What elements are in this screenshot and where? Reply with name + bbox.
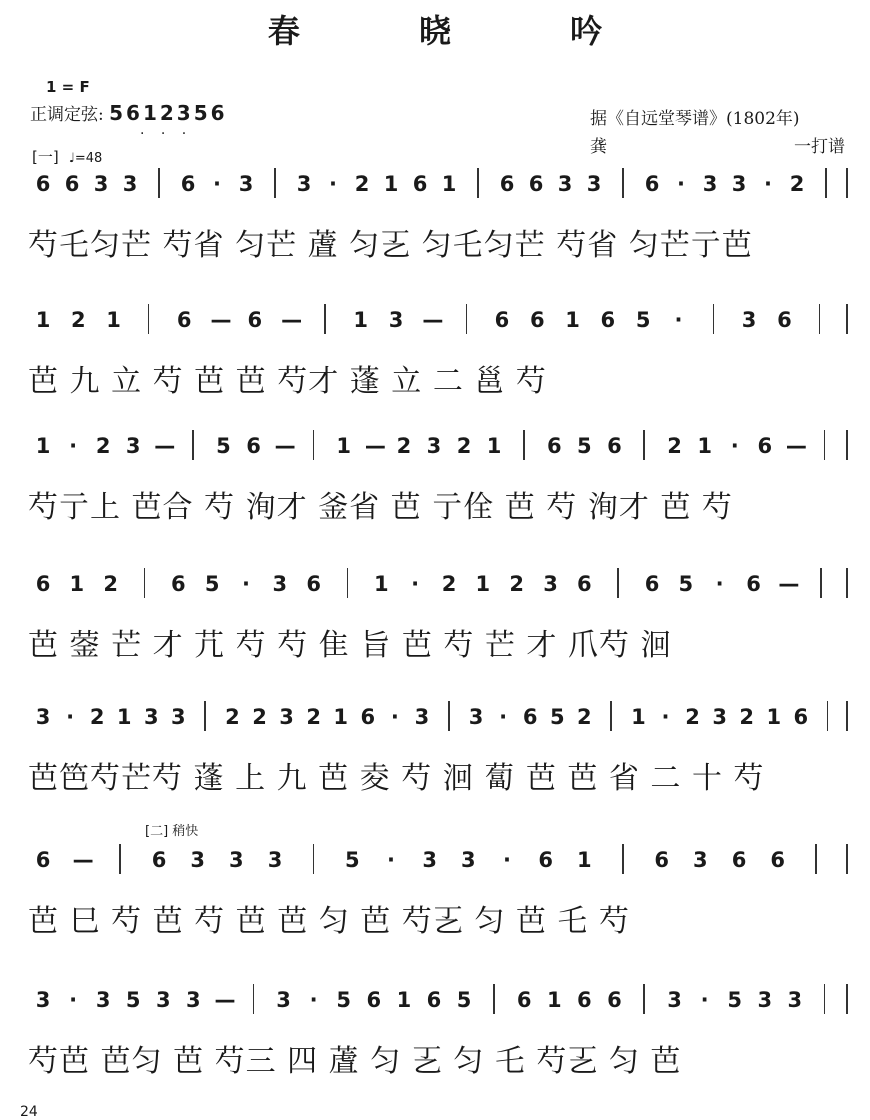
note: 3 bbox=[143, 705, 159, 729]
tuning-label: 正调定弦: bbox=[30, 105, 104, 125]
note: 3 bbox=[296, 172, 312, 196]
note: 3 bbox=[468, 705, 484, 729]
bar-line bbox=[622, 168, 624, 198]
note: · bbox=[387, 848, 395, 872]
note: · bbox=[69, 434, 78, 458]
note: 1 bbox=[69, 572, 85, 596]
note: 6 bbox=[777, 308, 792, 332]
bar-line bbox=[846, 568, 848, 598]
note: · bbox=[503, 848, 511, 872]
note: 2 bbox=[685, 705, 700, 729]
note: 6 bbox=[516, 988, 532, 1012]
note: 5 bbox=[125, 988, 141, 1012]
note: 6 bbox=[793, 705, 809, 729]
note: 2 bbox=[789, 172, 805, 196]
note: 3 bbox=[414, 705, 430, 729]
note: · bbox=[674, 308, 683, 332]
note: 3 bbox=[93, 172, 109, 196]
note: — bbox=[778, 572, 800, 596]
note: 6 bbox=[538, 848, 553, 872]
note: 6 bbox=[644, 572, 660, 596]
note: 1 bbox=[766, 705, 782, 729]
note: 3 bbox=[461, 848, 476, 872]
note: 6 bbox=[654, 848, 669, 872]
note: 1 bbox=[475, 572, 491, 596]
bar-line bbox=[324, 304, 326, 334]
notation-row bbox=[0, 434, 870, 474]
bar-line bbox=[846, 304, 848, 334]
note: 3 bbox=[95, 988, 111, 1012]
note: — bbox=[154, 434, 176, 458]
bar-line bbox=[827, 701, 829, 731]
note: · bbox=[730, 434, 739, 458]
note: — bbox=[422, 308, 444, 332]
note: 2 bbox=[225, 705, 240, 729]
note: 2 bbox=[441, 572, 457, 596]
note: · bbox=[677, 172, 685, 196]
note: · bbox=[309, 988, 318, 1012]
note: 2 bbox=[306, 705, 321, 729]
bar-line bbox=[523, 430, 525, 460]
note: 5 bbox=[336, 988, 352, 1012]
arranger-name: 龚 bbox=[590, 137, 607, 157]
tuning-dots: · · · bbox=[140, 126, 193, 142]
note: 3 bbox=[388, 308, 404, 332]
note: 2 bbox=[89, 705, 105, 729]
note: 3 bbox=[426, 434, 442, 458]
bar-line bbox=[610, 701, 612, 731]
jianzipu-tablature: 芭笆芍芒芍 蓬 上 九 芭 夌 芍 洄 蔔 芭 芭 省 二 十 芍 bbox=[28, 761, 765, 796]
note: 6 bbox=[528, 172, 544, 196]
bar-line bbox=[617, 568, 619, 598]
bar-line bbox=[846, 984, 848, 1014]
bar-line bbox=[846, 844, 848, 874]
note: 5 bbox=[678, 572, 694, 596]
jianzipu-tablature: 芭 蓥 芒 才 芁 芍 芍 隹 旨 芭 芍 芒 才 爪芍 洄 bbox=[28, 628, 672, 663]
bar-line bbox=[713, 304, 715, 334]
note: · bbox=[764, 172, 772, 196]
note: · bbox=[66, 705, 75, 729]
bar-line bbox=[192, 430, 194, 460]
note: 3 bbox=[557, 172, 573, 196]
bar-line bbox=[253, 984, 255, 1014]
note: 6 bbox=[171, 572, 186, 596]
note: 6 bbox=[522, 705, 538, 729]
note: 3 bbox=[731, 172, 747, 196]
note: — bbox=[281, 308, 303, 332]
note: 5 bbox=[345, 848, 360, 872]
note: 3 bbox=[186, 988, 201, 1012]
note: · bbox=[715, 572, 724, 596]
bar-line bbox=[824, 430, 826, 460]
note: 3 bbox=[712, 705, 727, 729]
bar-line bbox=[313, 430, 315, 460]
note: 6 bbox=[151, 848, 167, 872]
source-citation: 据《自远堂琴谱》(1802年) bbox=[590, 109, 800, 129]
note: 6 bbox=[180, 172, 196, 196]
bar-line bbox=[643, 984, 645, 1014]
note: · bbox=[242, 572, 250, 596]
note: 1 bbox=[116, 705, 132, 729]
note: 6 bbox=[35, 172, 51, 196]
note: 3 bbox=[267, 848, 283, 872]
note: — bbox=[364, 434, 386, 458]
section-1-marker bbox=[32, 146, 102, 167]
bar-line bbox=[204, 701, 206, 731]
note: 6 bbox=[360, 705, 376, 729]
note: 1 bbox=[396, 988, 412, 1012]
note: 6 bbox=[577, 988, 592, 1012]
note: — bbox=[274, 434, 296, 458]
note: 3 bbox=[190, 848, 205, 872]
section-2-marker: [二] 稍快 bbox=[145, 824, 199, 839]
note: 1 bbox=[336, 434, 352, 458]
note: 2 bbox=[70, 308, 86, 332]
note: 6 bbox=[600, 308, 616, 332]
note: 5 bbox=[216, 434, 231, 458]
note: 3 bbox=[35, 705, 51, 729]
bar-line bbox=[274, 168, 276, 198]
notation-row bbox=[0, 172, 870, 212]
note: 6 bbox=[176, 308, 192, 332]
notation-row bbox=[0, 705, 870, 745]
note: 3 bbox=[238, 172, 254, 196]
note: 2 bbox=[95, 434, 111, 458]
bar-line bbox=[477, 168, 479, 198]
note: 5 bbox=[456, 988, 472, 1012]
note: 3 bbox=[757, 988, 773, 1012]
tempo-mark: ♩=48 bbox=[68, 151, 103, 166]
note: 3 bbox=[422, 848, 437, 872]
key-signature: 1 = F bbox=[46, 78, 90, 96]
bar-line bbox=[815, 844, 817, 874]
note: 6 bbox=[306, 572, 321, 596]
arranger-role: 一打谱 bbox=[794, 137, 845, 157]
note: 1 bbox=[486, 434, 502, 458]
note: 3 bbox=[125, 434, 141, 458]
note: 1 bbox=[353, 308, 369, 332]
bar-line bbox=[448, 701, 450, 731]
note: 6 bbox=[499, 172, 515, 196]
tuning-notes: 5612356 bbox=[109, 101, 228, 125]
page-number: 24 bbox=[20, 1104, 38, 1120]
note: 3 bbox=[693, 848, 708, 872]
bar-line bbox=[148, 304, 150, 334]
note: 3 bbox=[543, 572, 558, 596]
note: 6 bbox=[757, 434, 773, 458]
bar-line bbox=[643, 430, 645, 460]
note: 5 bbox=[577, 434, 592, 458]
note: 2 bbox=[396, 434, 412, 458]
bar-line bbox=[846, 430, 848, 460]
note: 6 bbox=[546, 434, 562, 458]
page-title: 春 晓 吟 bbox=[267, 12, 657, 50]
bar-line bbox=[466, 304, 468, 334]
note: 1 bbox=[546, 988, 562, 1012]
jianzipu-tablature: 芍乇匀芒 芍省 匀芒 蔖 匀㐉 匀乇匀芒 芍省 匀芒亍芭 bbox=[28, 228, 753, 263]
jianzipu-tablature: 芍芭 芭匀 芭 芍三 四 蔖 匀 㐉 匀 乇 芍㐉 匀 芭 bbox=[28, 1044, 682, 1079]
note: 3 bbox=[702, 172, 718, 196]
note: 6 bbox=[644, 172, 660, 196]
note: 2 bbox=[354, 172, 370, 196]
bar-line bbox=[819, 304, 821, 334]
arranger-line bbox=[590, 132, 845, 157]
note: 1 bbox=[441, 172, 457, 196]
note: 1 bbox=[383, 172, 399, 196]
bar-line bbox=[825, 168, 827, 198]
note: 6 bbox=[412, 172, 428, 196]
section-1-label: [一] bbox=[32, 148, 59, 166]
bar-line bbox=[622, 844, 624, 874]
bar-line bbox=[119, 844, 121, 874]
note: 6 bbox=[731, 848, 747, 872]
note: 1 bbox=[565, 308, 580, 332]
note: 2 bbox=[252, 705, 267, 729]
note: 3 bbox=[229, 848, 244, 872]
bar-line bbox=[493, 984, 495, 1014]
note: 3 bbox=[171, 705, 186, 729]
note: 6 bbox=[35, 848, 51, 872]
note: 1 bbox=[374, 572, 389, 596]
jianzipu-tablature: 芍亍上 芭合 芍 洵才 釜省 芭 亍佺 芭 芍 洵才 芭 芍 bbox=[28, 490, 733, 525]
note: · bbox=[499, 705, 508, 729]
jianzipu-tablature: 芭 九 立 芍 芭 芭 芍才 蓬 立 二 邕 芍 bbox=[28, 364, 547, 399]
note: 1 bbox=[106, 308, 121, 332]
note: 1 bbox=[35, 308, 51, 332]
tuning-line bbox=[30, 100, 228, 142]
note: 6 bbox=[247, 308, 263, 332]
note: 6 bbox=[426, 988, 442, 1012]
note: 6 bbox=[770, 848, 785, 872]
note: 6 bbox=[494, 308, 510, 332]
note: 3 bbox=[667, 988, 682, 1012]
note: 6 bbox=[746, 572, 761, 596]
note: 3 bbox=[155, 988, 171, 1012]
note: 1 bbox=[577, 848, 592, 872]
note: — bbox=[72, 848, 94, 872]
note: 6 bbox=[246, 434, 261, 458]
jianzipu-tablature: 芭 巳 芍 芭 芍 芭 芭 匀 芭 芍㐉 匀 芭 乇 芍 bbox=[28, 904, 630, 939]
note: 2 bbox=[103, 572, 118, 596]
bar-line bbox=[820, 568, 822, 598]
note: 2 bbox=[456, 434, 472, 458]
note: 6 bbox=[607, 988, 622, 1012]
note: 3 bbox=[586, 172, 602, 196]
note: 6 bbox=[366, 988, 382, 1012]
note: · bbox=[213, 172, 221, 196]
note: 2 bbox=[667, 434, 682, 458]
note: 6 bbox=[529, 308, 545, 332]
bar-line bbox=[846, 701, 848, 731]
note: 3 bbox=[272, 572, 288, 596]
bar-line bbox=[824, 984, 826, 1014]
bar-line bbox=[144, 568, 146, 598]
note: 3 bbox=[279, 705, 294, 729]
bar-line bbox=[158, 168, 160, 198]
note: 3 bbox=[122, 172, 138, 196]
note: 6 bbox=[64, 172, 80, 196]
bar-line bbox=[313, 844, 315, 874]
note: 6 bbox=[35, 572, 51, 596]
notation-row bbox=[0, 988, 870, 1028]
note: 6 bbox=[607, 434, 622, 458]
note: · bbox=[411, 572, 420, 596]
note: 1 bbox=[631, 705, 646, 729]
note: 6 bbox=[577, 572, 592, 596]
note: 3 bbox=[35, 988, 51, 1012]
note: 2 bbox=[577, 705, 592, 729]
notation-row bbox=[0, 572, 870, 612]
bar-line bbox=[347, 568, 349, 598]
note: 3 bbox=[276, 988, 291, 1012]
note: 3 bbox=[741, 308, 757, 332]
note: · bbox=[700, 988, 709, 1012]
note: 2 bbox=[739, 705, 755, 729]
note: 1 bbox=[35, 434, 51, 458]
note: 2 bbox=[509, 572, 524, 596]
note: · bbox=[661, 705, 670, 729]
note: · bbox=[69, 988, 78, 1012]
bar-line bbox=[846, 168, 848, 198]
note: 5 bbox=[204, 572, 220, 596]
note: · bbox=[390, 705, 399, 729]
note: — bbox=[210, 308, 232, 332]
note: 5 bbox=[549, 705, 565, 729]
note: — bbox=[214, 988, 236, 1012]
note: — bbox=[785, 434, 807, 458]
note: 3 bbox=[787, 988, 803, 1012]
note: 1 bbox=[697, 434, 712, 458]
note: · bbox=[329, 172, 337, 196]
notation-row bbox=[0, 308, 870, 348]
notation-row bbox=[0, 848, 870, 888]
note: 5 bbox=[635, 308, 651, 332]
note: 1 bbox=[333, 705, 349, 729]
note: 5 bbox=[727, 988, 743, 1012]
